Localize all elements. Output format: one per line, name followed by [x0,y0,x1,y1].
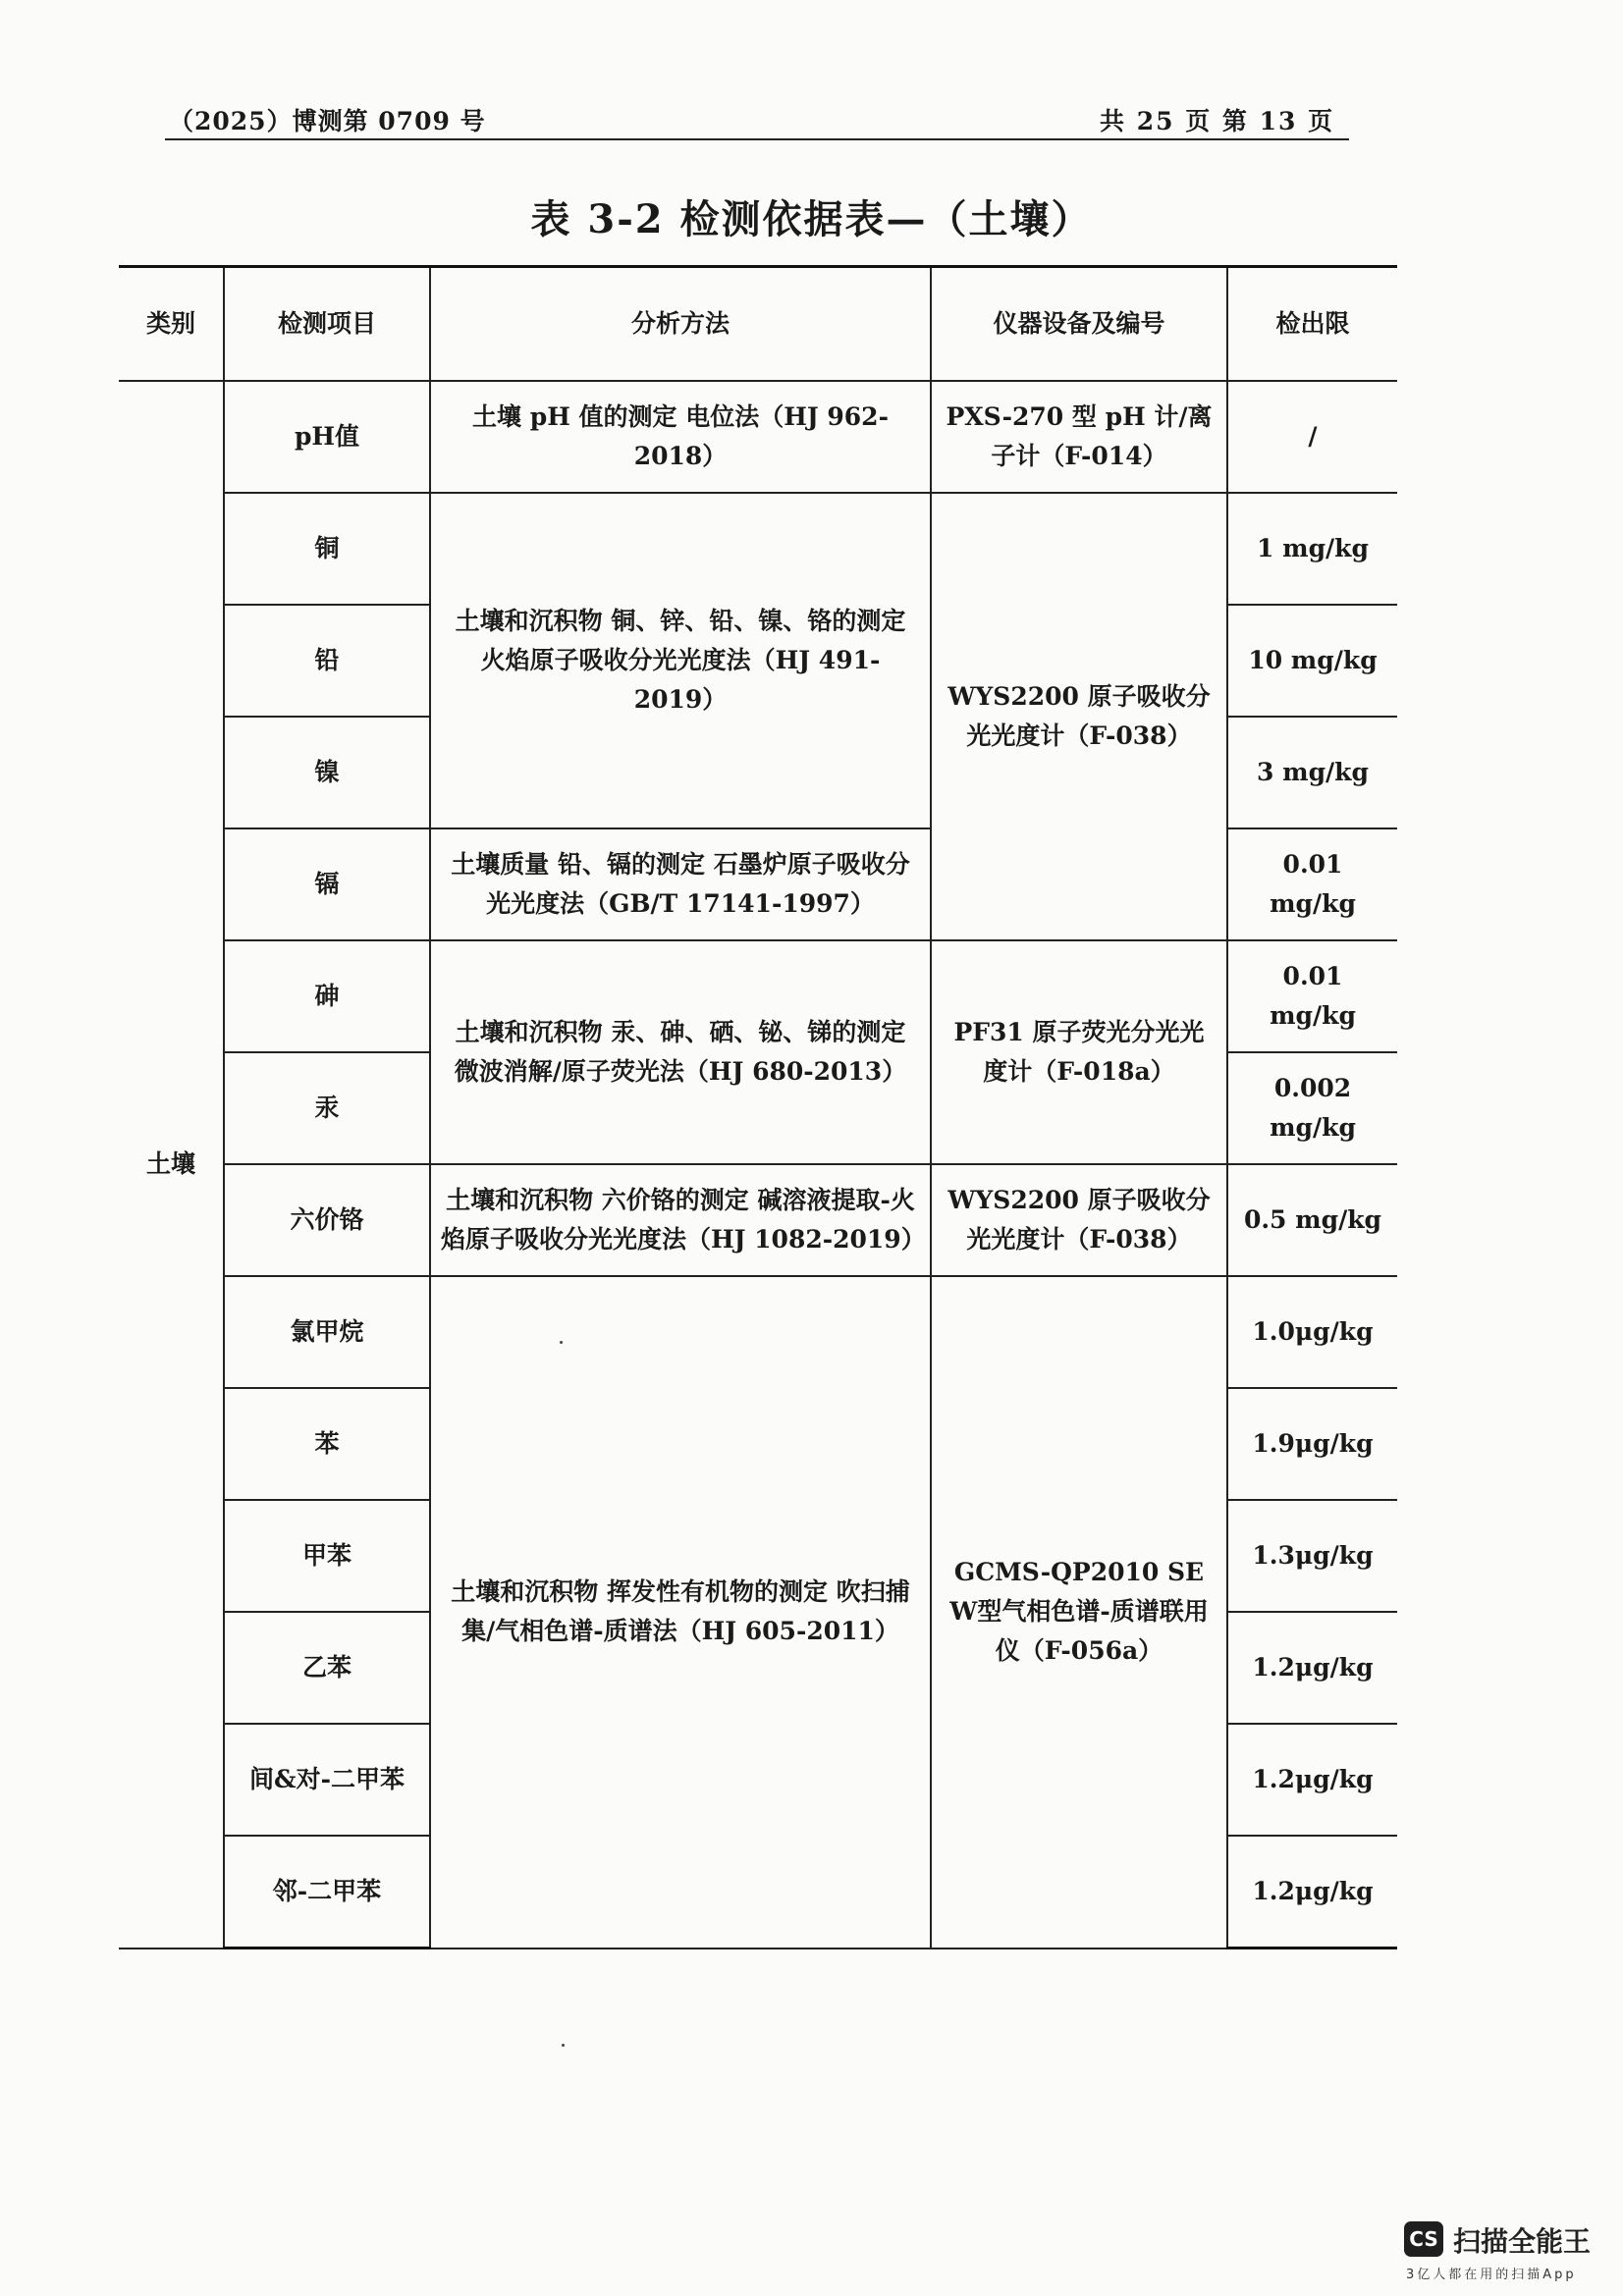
method-cell: 土壤和沉积物 六价铬的测定 碱溶液提取-火焰原子吸收分光光度法（HJ 1082-2019） [430,1164,931,1276]
limit-cell: 0.002 mg/kg [1227,1052,1397,1164]
scan-speck [562,2044,565,2047]
limit-cell: 0.01 mg/kg [1227,940,1397,1052]
method-cell: 土壤质量 铅、镉的测定 石墨炉原子吸收分光光度法（GB/T 17141-1997） [430,828,931,940]
table-row [119,1164,1397,1276]
method-cell: 土壤和沉积物 挥发性有机物的测定 吹扫捕集/气相色谱-质谱法（HJ 605-2011） [430,1276,931,1949]
item-cell: 乙苯 [224,1612,430,1724]
limit-cell: 1.0μg/kg [1227,1276,1397,1388]
item-cell: 间&对-二甲苯 [224,1724,430,1836]
item-cell: 镉 [224,828,430,940]
camscanner-logo-icon: CS [1404,2221,1443,2257]
limit-cell: 1.3μg/kg [1227,1500,1397,1612]
watermark-name: 扫描全能王 [1453,2225,1592,2258]
method-cell: 土壤 pH 值的测定 电位法（HJ 962-2018） [430,381,931,493]
item-cell: 汞 [224,1052,430,1164]
header-item: 检测项目 [224,267,430,382]
report-number: （2025）博测第 0709 号 [169,107,486,135]
table-row [119,1276,1397,1388]
item-cell: 铅 [224,605,430,717]
item-cell: 砷 [224,940,430,1052]
category-cell: 土壤 [119,381,224,1949]
item-cell: 苯 [224,1388,430,1500]
table-row [119,940,1397,1052]
instrument-cell: WYS2200 原子吸收分光光度计（F-038） [931,493,1227,940]
item-cell: 镍 [224,717,430,828]
item-cell: 铜 [224,493,430,605]
item-cell: 邻-二甲苯 [224,1836,430,1949]
header-limit: 检出限 [1227,267,1397,382]
header-category: 类别 [119,267,224,382]
limit-cell: 3 mg/kg [1227,717,1397,828]
page-info: 共 25 页 第 13 页 [1100,107,1335,135]
instrument-cell: GCMS-QP2010 SE W型气相色谱-质谱联用仪（F-056a） [931,1276,1227,1949]
limit-cell: 1.2μg/kg [1227,1612,1397,1724]
watermark-tagline: 3亿人都在用的扫描App [1406,2268,1577,2282]
limit-cell: 10 mg/kg [1227,605,1397,717]
limit-cell: 0.01 mg/kg [1227,828,1397,940]
item-cell: pH值 [224,381,430,493]
table-row [119,381,1397,493]
table-header-row [119,267,1397,382]
item-cell: 氯甲烷 [224,1276,430,1388]
item-cell: 六价铬 [224,1164,430,1276]
header-method: 分析方法 [430,267,931,382]
limit-cell: 1.2μg/kg [1227,1836,1397,1949]
method-cell: 土壤和沉积物 汞、砷、硒、铋、锑的测定 微波消解/原子荧光法（HJ 680-2013） [430,940,931,1164]
table-row [119,493,1397,605]
table-title: 表 3-2 检测依据表—（土壤） [530,196,1093,242]
limit-cell: 1.9μg/kg [1227,1388,1397,1500]
detection-basis-table [119,265,1397,1949]
limit-cell: 0.5 mg/kg [1227,1164,1397,1276]
instrument-cell: PXS-270 型 pH 计/离子计（F-014） [931,381,1227,493]
instrument-cell: PF31 原子荧光分光光度计（F-018a） [931,940,1227,1164]
header-instrument: 仪器设备及编号 [931,267,1227,382]
limit-cell: / [1227,381,1397,493]
instrument-cell: WYS2200 原子吸收分光光度计（F-038） [931,1164,1227,1276]
scan-speck [560,1341,563,1344]
method-cell: 土壤和沉积物 铜、锌、铅、镍、铬的测定 火焰原子吸收分光光度法（HJ 491-2019） [430,493,931,828]
limit-cell: 1 mg/kg [1227,493,1397,605]
header-rule [165,138,1349,140]
limit-cell: 1.2μg/kg [1227,1724,1397,1836]
item-cell: 甲苯 [224,1500,430,1612]
